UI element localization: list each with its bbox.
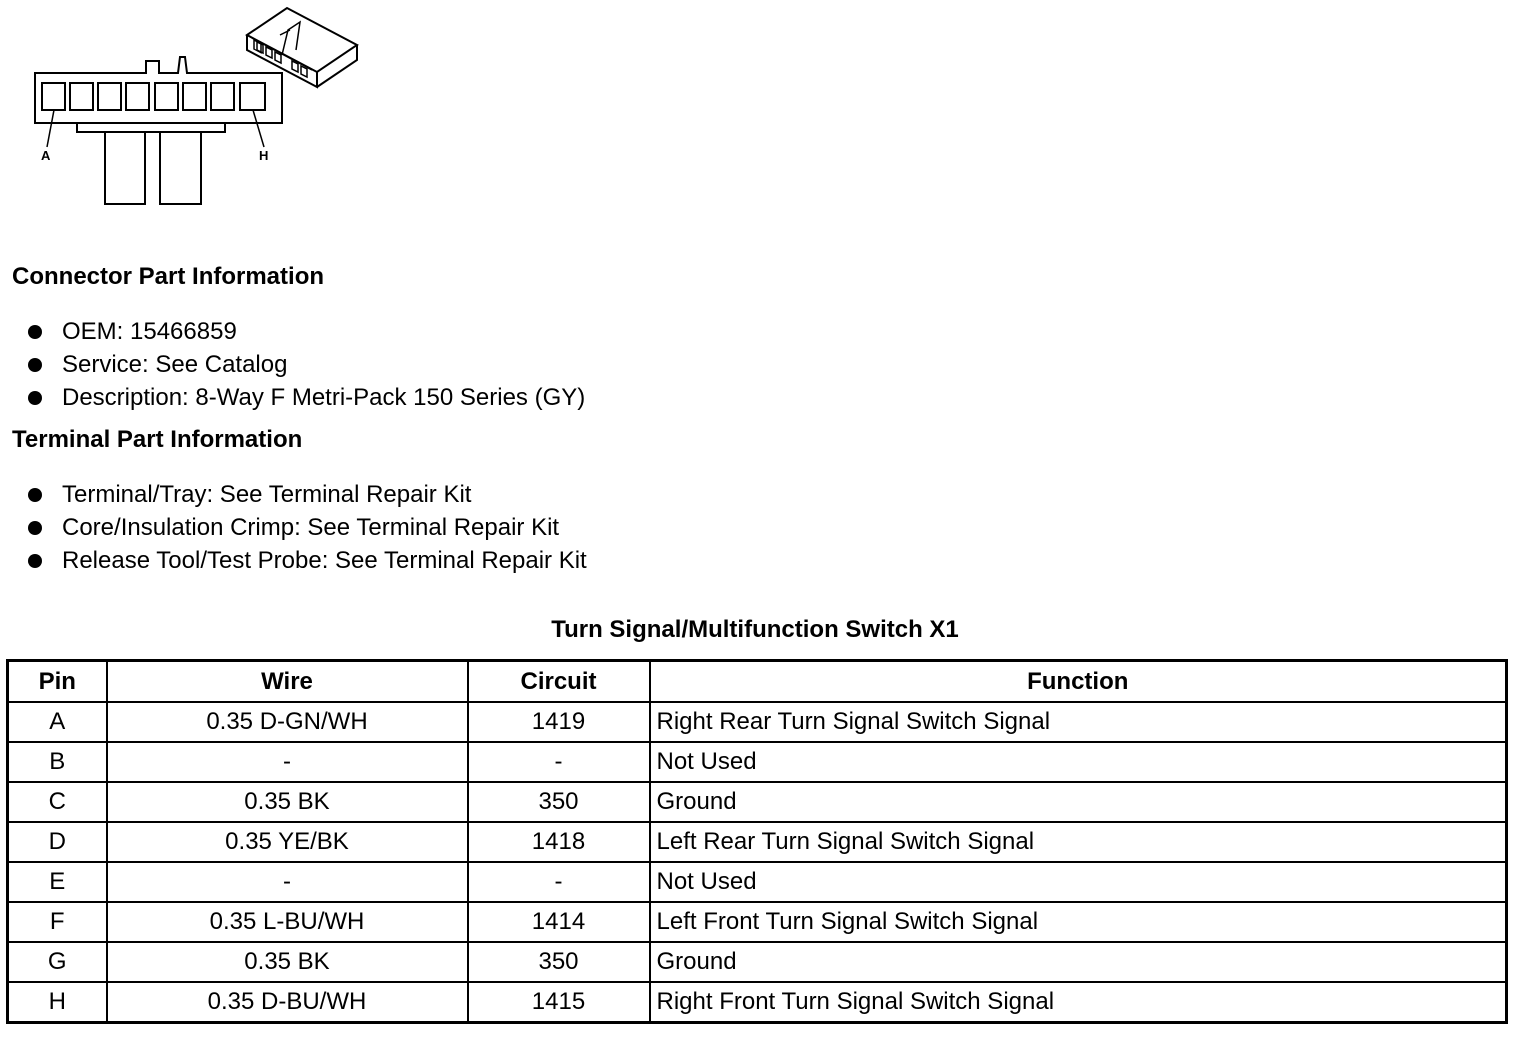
cell-wire: - [107,742,468,782]
connector-illustration [30,0,370,215]
column-header-circuit: Circuit [468,661,650,703]
cell-function: Ground [650,782,1507,822]
cell-wire: 0.35 BK [107,942,468,982]
list-item: Release Tool/Test Probe: See Terminal Repair Kit [28,544,587,577]
table-row [8,942,1507,982]
bullet-icon [28,358,42,372]
cell-pin: H [8,982,107,1023]
connector-part-list [28,315,585,414]
cell-circuit: 1415 [468,982,650,1023]
bullet-icon [28,325,42,339]
table-row [8,782,1507,822]
connector-front-view [35,57,282,204]
cell-circuit: 1418 [468,822,650,862]
cell-pin: E [8,862,107,902]
cell-circuit: 350 [468,782,650,822]
table-row [8,902,1507,942]
cell-wire: 0.35 D-BU/WH [107,982,468,1023]
cell-wire: 0.35 BK [107,782,468,822]
terminal-part-list [28,478,587,577]
table-row [8,822,1507,862]
cell-circuit: 1419 [468,702,650,742]
cell-pin: G [8,942,107,982]
cell-wire: 0.35 L-BU/WH [107,902,468,942]
cell-wire: 0.35 D-GN/WH [107,702,468,742]
bullet-icon [28,488,42,502]
column-header-wire: Wire [107,661,468,703]
list-item: OEM: 15466859 [28,315,585,348]
cell-pin: C [8,782,107,822]
cell-function: Left Rear Turn Signal Switch Signal [650,822,1507,862]
cell-pin: B [8,742,107,782]
cell-pin: A [8,702,107,742]
cell-function: Left Front Turn Signal Switch Signal [650,902,1507,942]
pin-table [6,659,1508,1024]
cell-circuit: - [468,862,650,902]
list-item: Terminal/Tray: See Terminal Repair Kit [28,478,587,511]
cell-wire: - [107,862,468,902]
terminal-part-heading: Terminal Part Information [12,426,303,453]
table-row [8,742,1507,782]
table-body [8,702,1507,1023]
bullet-icon [28,391,42,405]
pin-label-a: A [41,148,51,163]
bullet-icon [28,554,42,568]
pin-label-h: H [259,148,269,163]
cell-circuit: - [468,742,650,782]
cell-function: Ground [650,942,1507,982]
list-item: Core/Insulation Crimp: See Terminal Repair Kit [28,511,587,544]
table-row [8,982,1507,1023]
bullet-icon [28,521,42,535]
cell-pin: F [8,902,107,942]
table-row [8,862,1507,902]
cell-circuit: 350 [468,942,650,982]
cell-function: Right Front Turn Signal Switch Signal [650,982,1507,1023]
cell-circuit: 1414 [468,902,650,942]
column-header-pin: Pin [8,661,107,703]
list-item: Description: 8-Way F Metri-Pack 150 Series (GY) [28,381,585,414]
table-header-row [8,661,1507,703]
cell-function: Right Rear Turn Signal Switch Signal [650,702,1507,742]
connector-part-heading: Connector Part Information [12,263,325,290]
cell-function: Not Used [650,742,1507,782]
cell-function: Not Used [650,862,1507,902]
cell-pin: D [8,822,107,862]
column-header-function: Function [650,661,1507,703]
list-item: Service: See Catalog [28,348,585,381]
table-title: Turn Signal/Multifunction Switch X1 [551,616,959,643]
table-row [8,702,1507,742]
cell-wire: 0.35 YE/BK [107,822,468,862]
